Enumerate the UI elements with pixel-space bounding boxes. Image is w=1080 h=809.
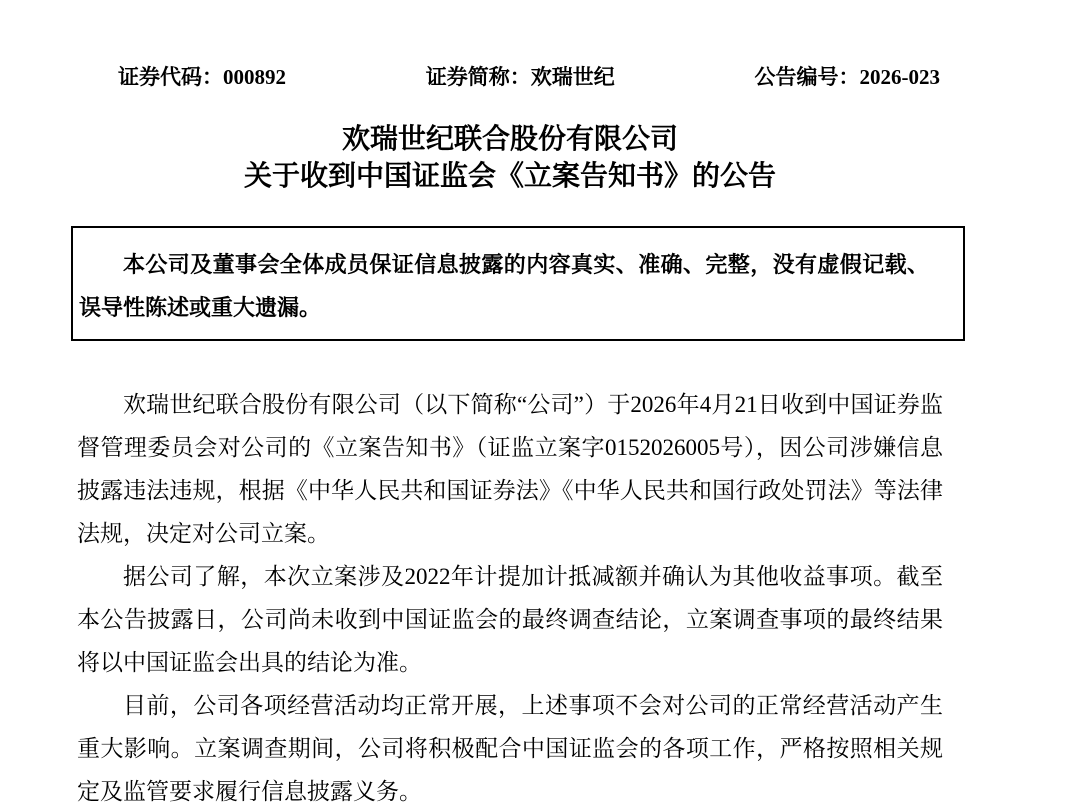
document-title bbox=[77, 121, 943, 195]
disclaimer-box bbox=[71, 226, 965, 341]
announcement-number-label: 公告编号：2026-023 bbox=[754, 65, 940, 89]
document-header-row bbox=[118, 63, 940, 91]
stock-code-label: 证券代码：000892 bbox=[118, 65, 286, 89]
body-paragraph-1: 欢瑞世纪联合股份有限公司（以下简称“公司”）于2026年4月21日收到中国证券监督管理委员会对公司的《立案告知书》（证监立案字0152026005号），因公司涉嫌信息披露违法违规，根据《中华人民共和国证券法》《中华人民共和国行政处罚法》等法律法规，决定对公司立案。 bbox=[77, 392, 943, 546]
disclaimer-text: 本公司及董事会全体成员保证信息披露的内容真实、准确、完整，没有虚假记载、误导性陈述或重大遗漏。 bbox=[79, 252, 929, 320]
stock-name-label: 证券简称：欢瑞世纪 bbox=[425, 65, 615, 89]
document-body bbox=[77, 383, 943, 809]
body-paragraph-2: 据公司了解，本次立案涉及2022年计提加计抵减额并确认为其他收益事项。截至本公告披露日，公司尚未收到中国证监会的最终调查结论，立案调查事项的最终结果将以中国证监会出具的结论为准。 bbox=[77, 564, 943, 675]
body-paragraph-3: 目前，公司各项经营活动均正常开展，上述事项不会对公司的正常经营活动产生重大影响。立案调查期间，公司将积极配合中国证监会的各项工作，严格按照相关规定及监管要求履行信息披露义务。 bbox=[77, 693, 943, 804]
announcement-title-line: 关于收到中国证监会《立案告知书》的公告 bbox=[243, 161, 776, 192]
company-name-title-line: 欢瑞世纪联合股份有限公司 bbox=[341, 124, 678, 155]
